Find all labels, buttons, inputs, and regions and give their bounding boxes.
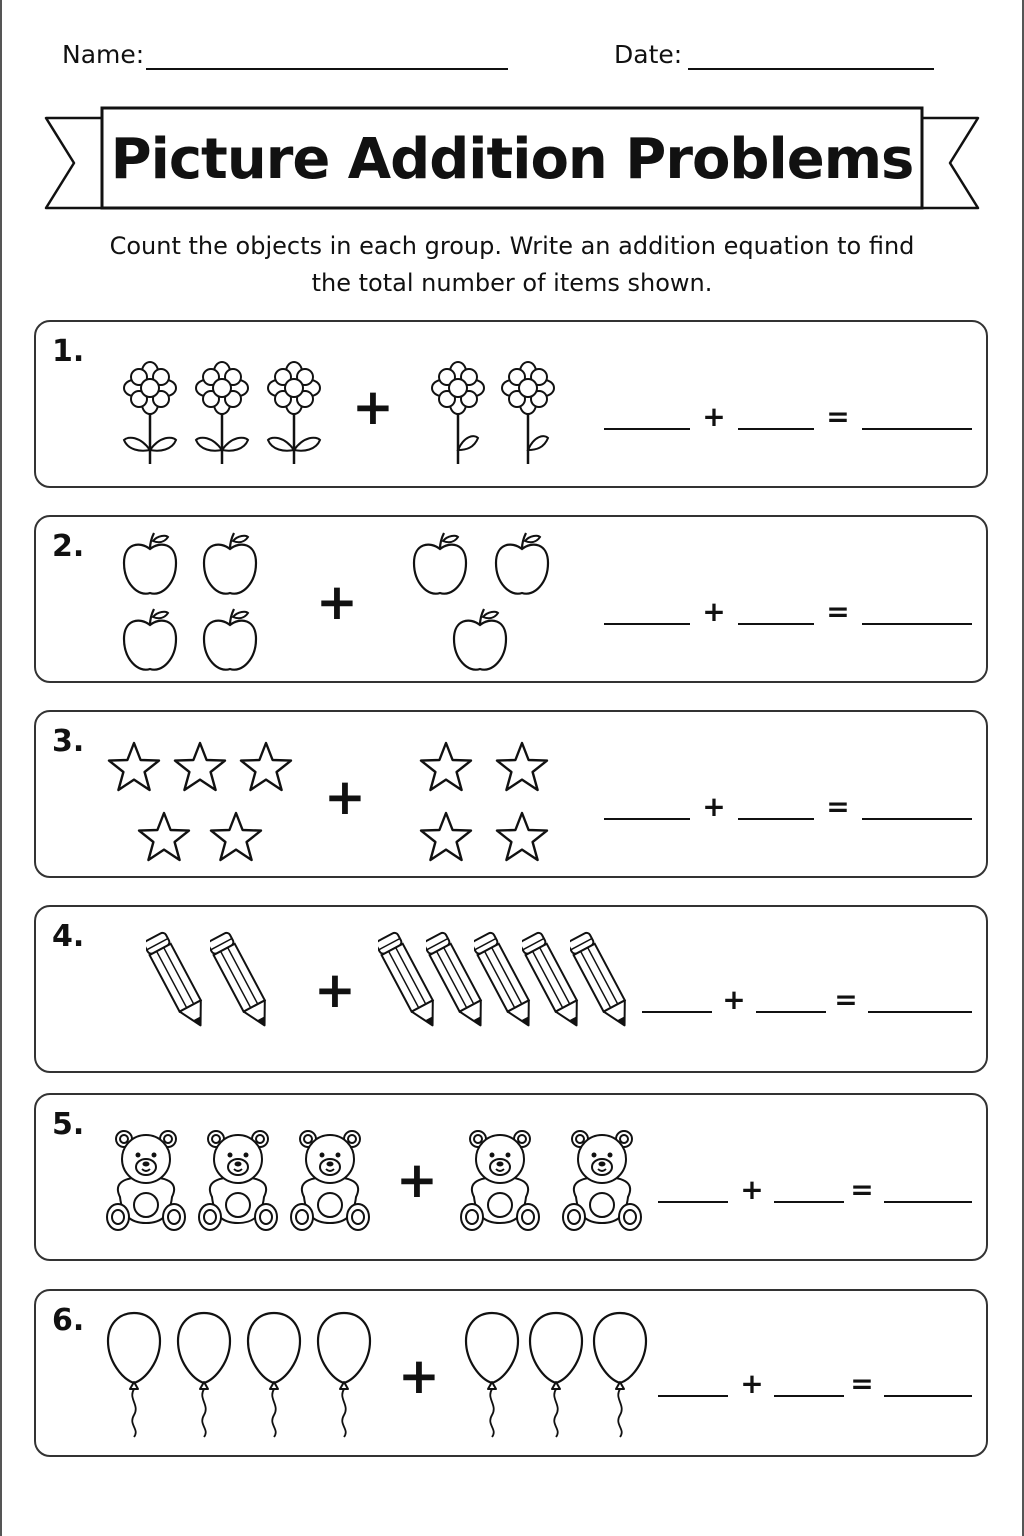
- equation-plus: +: [740, 1367, 764, 1400]
- date-field[interactable]: [688, 68, 934, 70]
- flower-icon: [192, 358, 252, 468]
- apple-icon: [200, 607, 260, 675]
- instructions-text: Count the objects in each group. Write an addition equation to find the total number of items shown.: [109, 232, 915, 297]
- flower-icon: [264, 358, 324, 468]
- plus-sign: +: [316, 573, 358, 631]
- star-icon: [172, 740, 228, 796]
- equation-plus: +: [740, 1173, 764, 1206]
- teddy-bear-icon: [562, 1127, 642, 1233]
- answer-blank-1[interactable]: [604, 428, 690, 430]
- equation-equals: =: [826, 595, 850, 628]
- answer-blank-total[interactable]: [862, 428, 972, 430]
- equation-equals: =: [850, 1367, 874, 1400]
- answer-blank-total[interactable]: [862, 623, 972, 625]
- answer-blank-2[interactable]: [774, 1395, 844, 1397]
- equation-equals: =: [826, 790, 850, 823]
- problem-3: [34, 710, 988, 878]
- teddy-bear-icon: [198, 1127, 278, 1233]
- problem-6: [34, 1289, 988, 1457]
- answer-blank-2[interactable]: [738, 818, 814, 820]
- balloon-icon: [176, 1309, 232, 1439]
- problem-number: 2.: [52, 529, 85, 564]
- answer-blank-total[interactable]: [884, 1201, 972, 1203]
- equation-equals: =: [834, 983, 858, 1016]
- answer-blank-2[interactable]: [738, 623, 814, 625]
- pencil-icon: [570, 927, 634, 1039]
- apple-icon: [492, 531, 552, 599]
- star-icon: [208, 810, 264, 866]
- plus-sign: +: [352, 378, 394, 436]
- plus-sign: +: [324, 768, 366, 826]
- apple-icon: [410, 531, 470, 599]
- apple-icon: [120, 607, 180, 675]
- equation-plus: +: [702, 595, 726, 628]
- answer-blank-2[interactable]: [756, 1011, 826, 1013]
- answer-blank-total[interactable]: [868, 1011, 972, 1013]
- teddy-bear-icon: [290, 1127, 370, 1233]
- name-field[interactable]: [146, 68, 508, 70]
- flower-icon: [428, 358, 488, 468]
- balloon-icon: [246, 1309, 302, 1439]
- balloon-icon: [528, 1309, 584, 1439]
- problem-4: [34, 905, 988, 1073]
- star-icon: [238, 740, 294, 796]
- plus-sign: +: [314, 961, 356, 1019]
- pencil-icon: [146, 927, 210, 1039]
- balloon-icon: [106, 1309, 162, 1439]
- problem-number: 3.: [52, 724, 85, 759]
- star-icon: [418, 810, 474, 866]
- flower-icon: [498, 358, 558, 468]
- equation-equals: =: [850, 1173, 874, 1206]
- plus-sign: +: [396, 1151, 438, 1209]
- answer-blank-1[interactable]: [642, 1011, 712, 1013]
- balloon-icon: [592, 1309, 648, 1439]
- name-label: Name:: [62, 40, 145, 69]
- problem-number: 5.: [52, 1107, 85, 1142]
- equation-plus: +: [722, 983, 746, 1016]
- star-icon: [494, 740, 550, 796]
- answer-blank-total[interactable]: [862, 818, 972, 820]
- teddy-bear-icon: [106, 1127, 186, 1233]
- apple-icon: [120, 531, 180, 599]
- answer-blank-2[interactable]: [774, 1201, 844, 1203]
- apple-icon: [200, 531, 260, 599]
- answer-blank-total[interactable]: [884, 1395, 972, 1397]
- problem-5: [34, 1093, 988, 1261]
- teddy-bear-icon: [460, 1127, 540, 1233]
- balloon-icon: [316, 1309, 372, 1439]
- problem-1: [34, 320, 988, 488]
- answer-blank-1[interactable]: [604, 818, 690, 820]
- star-icon: [494, 810, 550, 866]
- page-title: Picture Addition Problems: [110, 126, 914, 192]
- problem-number: 6.: [52, 1303, 85, 1338]
- equation-plus: +: [702, 790, 726, 823]
- star-icon: [106, 740, 162, 796]
- problem-number: 1.: [52, 334, 85, 369]
- problem-number: 4.: [52, 919, 85, 954]
- answer-blank-1[interactable]: [604, 623, 690, 625]
- answer-blank-1[interactable]: [658, 1395, 728, 1397]
- apple-icon: [450, 607, 510, 675]
- flower-icon: [120, 358, 180, 468]
- problem-2: [34, 515, 988, 683]
- answer-blank-1[interactable]: [658, 1201, 728, 1203]
- equation-plus: +: [702, 400, 726, 433]
- answer-blank-2[interactable]: [738, 428, 814, 430]
- balloon-icon: [464, 1309, 520, 1439]
- star-icon: [418, 740, 474, 796]
- plus-sign: +: [398, 1347, 440, 1405]
- equation-equals: =: [826, 400, 850, 433]
- date-label: Date:: [614, 40, 683, 69]
- page-border-left: [0, 0, 2, 1536]
- pencil-icon: [210, 927, 274, 1039]
- star-icon: [136, 810, 192, 866]
